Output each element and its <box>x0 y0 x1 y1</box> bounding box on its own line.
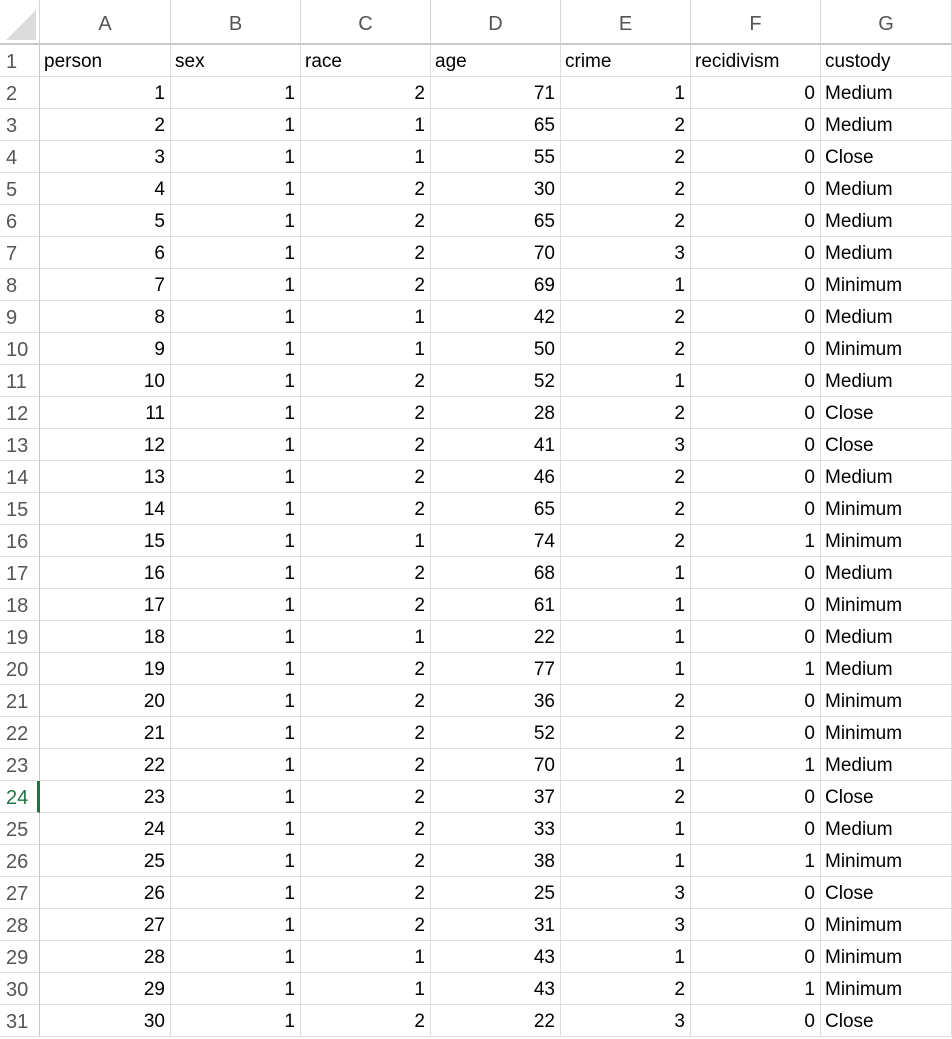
cell-e12[interactable]: 2 <box>561 397 691 429</box>
cell-a12[interactable]: 11 <box>40 397 171 429</box>
row-header-5[interactable]: 5 <box>0 173 40 205</box>
cell-g2[interactable]: Medium <box>821 77 952 109</box>
cell-a16[interactable]: 15 <box>40 525 171 557</box>
cell-a26[interactable]: 25 <box>40 845 171 877</box>
cell-d17[interactable]: 68 <box>431 557 561 589</box>
cell-g6[interactable]: Medium <box>821 205 952 237</box>
row-header-20[interactable]: 20 <box>0 653 40 685</box>
cell-e26[interactable]: 1 <box>561 845 691 877</box>
cell-g29[interactable]: Minimum <box>821 941 952 973</box>
cell-b18[interactable]: 1 <box>171 589 301 621</box>
cell-g26[interactable]: Minimum <box>821 845 952 877</box>
cell-b2[interactable]: 1 <box>171 77 301 109</box>
cell-b23[interactable]: 1 <box>171 749 301 781</box>
cell-e18[interactable]: 1 <box>561 589 691 621</box>
cell-c26[interactable]: 2 <box>301 845 431 877</box>
cell-a13[interactable]: 12 <box>40 429 171 461</box>
cell-c20[interactable]: 2 <box>301 653 431 685</box>
cell-d27[interactable]: 25 <box>431 877 561 909</box>
cell-e13[interactable]: 3 <box>561 429 691 461</box>
cell-g5[interactable]: Medium <box>821 173 952 205</box>
cell-f4[interactable]: 0 <box>691 141 821 173</box>
cell-e19[interactable]: 1 <box>561 621 691 653</box>
cell-d26[interactable]: 38 <box>431 845 561 877</box>
cell-c16[interactable]: 1 <box>301 525 431 557</box>
row-header-31[interactable]: 31 <box>0 1005 40 1037</box>
cell-b14[interactable]: 1 <box>171 461 301 493</box>
cell-e5[interactable]: 2 <box>561 173 691 205</box>
cell-d25[interactable]: 33 <box>431 813 561 845</box>
row-header-1[interactable]: 1 <box>0 45 40 77</box>
row-header-9[interactable]: 9 <box>0 301 40 333</box>
cell-f24[interactable]: 0 <box>691 781 821 813</box>
cell-b22[interactable]: 1 <box>171 717 301 749</box>
cell-g11[interactable]: Medium <box>821 365 952 397</box>
row-header-19[interactable]: 19 <box>0 621 40 653</box>
row-header-16[interactable]: 16 <box>0 525 40 557</box>
cell-e9[interactable]: 2 <box>561 301 691 333</box>
cell-g21[interactable]: Minimum <box>821 685 952 717</box>
cell-g27[interactable]: Close <box>821 877 952 909</box>
cell-d6[interactable]: 65 <box>431 205 561 237</box>
cell-a14[interactable]: 13 <box>40 461 171 493</box>
cell-d31[interactable]: 22 <box>431 1005 561 1037</box>
cell-d15[interactable]: 65 <box>431 493 561 525</box>
cell-b24[interactable]: 1 <box>171 781 301 813</box>
cell-f3[interactable]: 0 <box>691 109 821 141</box>
cell-e15[interactable]: 2 <box>561 493 691 525</box>
cell-g15[interactable]: Minimum <box>821 493 952 525</box>
cell-f6[interactable]: 0 <box>691 205 821 237</box>
cell-f9[interactable]: 0 <box>691 301 821 333</box>
cell-a18[interactable]: 17 <box>40 589 171 621</box>
cell-b5[interactable]: 1 <box>171 173 301 205</box>
row-header-23[interactable]: 23 <box>0 749 40 781</box>
cell-f1[interactable]: recidivism <box>691 45 821 77</box>
cell-g20[interactable]: Medium <box>821 653 952 685</box>
cell-e21[interactable]: 2 <box>561 685 691 717</box>
cell-f12[interactable]: 0 <box>691 397 821 429</box>
cell-c29[interactable]: 1 <box>301 941 431 973</box>
cell-d1[interactable]: age <box>431 45 561 77</box>
cell-a21[interactable]: 20 <box>40 685 171 717</box>
cell-d10[interactable]: 50 <box>431 333 561 365</box>
cell-b3[interactable]: 1 <box>171 109 301 141</box>
row-header-27[interactable]: 27 <box>0 877 40 909</box>
cell-d24[interactable]: 37 <box>431 781 561 813</box>
cell-e28[interactable]: 3 <box>561 909 691 941</box>
cell-b15[interactable]: 1 <box>171 493 301 525</box>
cell-b26[interactable]: 1 <box>171 845 301 877</box>
cell-f23[interactable]: 1 <box>691 749 821 781</box>
cell-b12[interactable]: 1 <box>171 397 301 429</box>
cell-g9[interactable]: Medium <box>821 301 952 333</box>
cell-c24[interactable]: 2 <box>301 781 431 813</box>
cell-f15[interactable]: 0 <box>691 493 821 525</box>
cell-c17[interactable]: 2 <box>301 557 431 589</box>
cell-c6[interactable]: 2 <box>301 205 431 237</box>
cell-b9[interactable]: 1 <box>171 301 301 333</box>
cell-g31[interactable]: Close <box>821 1005 952 1037</box>
cell-c4[interactable]: 1 <box>301 141 431 173</box>
cell-f13[interactable]: 0 <box>691 429 821 461</box>
row-header-29[interactable]: 29 <box>0 941 40 973</box>
cell-f16[interactable]: 1 <box>691 525 821 557</box>
cell-e24[interactable]: 2 <box>561 781 691 813</box>
cell-g28[interactable]: Minimum <box>821 909 952 941</box>
cell-g10[interactable]: Minimum <box>821 333 952 365</box>
row-header-10[interactable]: 10 <box>0 333 40 365</box>
cell-a15[interactable]: 14 <box>40 493 171 525</box>
cell-c13[interactable]: 2 <box>301 429 431 461</box>
cell-a1[interactable]: person <box>40 45 171 77</box>
cell-d22[interactable]: 52 <box>431 717 561 749</box>
row-header-7[interactable]: 7 <box>0 237 40 269</box>
cell-c18[interactable]: 2 <box>301 589 431 621</box>
cell-e8[interactable]: 1 <box>561 269 691 301</box>
cell-b30[interactable]: 1 <box>171 973 301 1005</box>
row-header-12[interactable]: 12 <box>0 397 40 429</box>
cell-b19[interactable]: 1 <box>171 621 301 653</box>
cell-c1[interactable]: race <box>301 45 431 77</box>
cell-a25[interactable]: 24 <box>40 813 171 845</box>
cell-a19[interactable]: 18 <box>40 621 171 653</box>
column-header-f[interactable]: F <box>691 0 821 45</box>
cell-b29[interactable]: 1 <box>171 941 301 973</box>
cell-a27[interactable]: 26 <box>40 877 171 909</box>
cell-d18[interactable]: 61 <box>431 589 561 621</box>
cell-f30[interactable]: 1 <box>691 973 821 1005</box>
cell-b13[interactable]: 1 <box>171 429 301 461</box>
cell-g22[interactable]: Minimum <box>821 717 952 749</box>
row-header-3[interactable]: 3 <box>0 109 40 141</box>
cell-f22[interactable]: 0 <box>691 717 821 749</box>
row-header-8[interactable]: 8 <box>0 269 40 301</box>
cell-c31[interactable]: 2 <box>301 1005 431 1037</box>
cell-f26[interactable]: 1 <box>691 845 821 877</box>
cell-f25[interactable]: 0 <box>691 813 821 845</box>
cell-f19[interactable]: 0 <box>691 621 821 653</box>
cell-e29[interactable]: 1 <box>561 941 691 973</box>
row-header-15[interactable]: 15 <box>0 493 40 525</box>
row-header-18[interactable]: 18 <box>0 589 40 621</box>
cell-f29[interactable]: 0 <box>691 941 821 973</box>
cell-c15[interactable]: 2 <box>301 493 431 525</box>
cell-b21[interactable]: 1 <box>171 685 301 717</box>
cell-d12[interactable]: 28 <box>431 397 561 429</box>
cell-e20[interactable]: 1 <box>561 653 691 685</box>
cell-d3[interactable]: 65 <box>431 109 561 141</box>
row-header-30[interactable]: 30 <box>0 973 40 1005</box>
cell-e16[interactable]: 2 <box>561 525 691 557</box>
cell-b27[interactable]: 1 <box>171 877 301 909</box>
cell-g18[interactable]: Minimum <box>821 589 952 621</box>
cell-f2[interactable]: 0 <box>691 77 821 109</box>
row-header-26[interactable]: 26 <box>0 845 40 877</box>
cell-d5[interactable]: 30 <box>431 173 561 205</box>
cell-c9[interactable]: 1 <box>301 301 431 333</box>
cell-c2[interactable]: 2 <box>301 77 431 109</box>
cell-a17[interactable]: 16 <box>40 557 171 589</box>
cell-g7[interactable]: Medium <box>821 237 952 269</box>
cell-d8[interactable]: 69 <box>431 269 561 301</box>
cell-d4[interactable]: 55 <box>431 141 561 173</box>
cell-g3[interactable]: Medium <box>821 109 952 141</box>
cell-c27[interactable]: 2 <box>301 877 431 909</box>
cell-g25[interactable]: Medium <box>821 813 952 845</box>
cell-g17[interactable]: Medium <box>821 557 952 589</box>
select-all-triangle-icon <box>6 10 36 40</box>
cell-f7[interactable]: 0 <box>691 237 821 269</box>
column-header-g[interactable]: G <box>821 0 952 45</box>
cell-d30[interactable]: 43 <box>431 973 561 1005</box>
cell-e3[interactable]: 2 <box>561 109 691 141</box>
cell-a11[interactable]: 10 <box>40 365 171 397</box>
cell-g23[interactable]: Medium <box>821 749 952 781</box>
cell-c7[interactable]: 2 <box>301 237 431 269</box>
cell-c3[interactable]: 1 <box>301 109 431 141</box>
cell-e23[interactable]: 1 <box>561 749 691 781</box>
row-header-25[interactable]: 25 <box>0 813 40 845</box>
cell-a3[interactable]: 2 <box>40 109 171 141</box>
cell-e1[interactable]: crime <box>561 45 691 77</box>
cell-d7[interactable]: 70 <box>431 237 561 269</box>
cell-e2[interactable]: 1 <box>561 77 691 109</box>
cell-c21[interactable]: 2 <box>301 685 431 717</box>
cell-b17[interactable]: 1 <box>171 557 301 589</box>
column-header-b[interactable]: B <box>171 0 301 45</box>
cell-f18[interactable]: 0 <box>691 589 821 621</box>
cell-g1[interactable]: custody <box>821 45 952 77</box>
column-header-c[interactable]: C <box>301 0 431 45</box>
cell-e14[interactable]: 2 <box>561 461 691 493</box>
cell-c10[interactable]: 1 <box>301 333 431 365</box>
cell-b28[interactable]: 1 <box>171 909 301 941</box>
cell-d19[interactable]: 22 <box>431 621 561 653</box>
cell-g16[interactable]: Minimum <box>821 525 952 557</box>
cell-g14[interactable]: Medium <box>821 461 952 493</box>
cell-f31[interactable]: 0 <box>691 1005 821 1037</box>
cell-b7[interactable]: 1 <box>171 237 301 269</box>
cell-d21[interactable]: 36 <box>431 685 561 717</box>
cell-f11[interactable]: 0 <box>691 365 821 397</box>
cell-a29[interactable]: 28 <box>40 941 171 973</box>
cell-b25[interactable]: 1 <box>171 813 301 845</box>
cell-b4[interactable]: 1 <box>171 141 301 173</box>
row-header-6[interactable]: 6 <box>0 205 40 237</box>
cell-f8[interactable]: 0 <box>691 269 821 301</box>
cell-e6[interactable]: 2 <box>561 205 691 237</box>
cell-b8[interactable]: 1 <box>171 269 301 301</box>
cell-e27[interactable]: 3 <box>561 877 691 909</box>
cell-a30[interactable]: 29 <box>40 973 171 1005</box>
cell-c28[interactable]: 2 <box>301 909 431 941</box>
row-header-17[interactable]: 17 <box>0 557 40 589</box>
cell-c23[interactable]: 2 <box>301 749 431 781</box>
cell-b11[interactable]: 1 <box>171 365 301 397</box>
cell-f17[interactable]: 0 <box>691 557 821 589</box>
cell-f20[interactable]: 1 <box>691 653 821 685</box>
row-header-11[interactable]: 11 <box>0 365 40 397</box>
row-header-2[interactable]: 2 <box>0 77 40 109</box>
row-header-13[interactable]: 13 <box>0 429 40 461</box>
cell-g13[interactable]: Close <box>821 429 952 461</box>
cell-d2[interactable]: 71 <box>431 77 561 109</box>
cell-e17[interactable]: 1 <box>561 557 691 589</box>
cell-f14[interactable]: 0 <box>691 461 821 493</box>
cell-a23[interactable]: 22 <box>40 749 171 781</box>
cell-c14[interactable]: 2 <box>301 461 431 493</box>
column-header-d[interactable]: D <box>431 0 561 45</box>
cell-g8[interactable]: Minimum <box>821 269 952 301</box>
row-header-21[interactable]: 21 <box>0 685 40 717</box>
cell-c19[interactable]: 1 <box>301 621 431 653</box>
column-header-a[interactable]: A <box>40 0 171 45</box>
row-header-28[interactable]: 28 <box>0 909 40 941</box>
cell-e22[interactable]: 2 <box>561 717 691 749</box>
cell-b10[interactable]: 1 <box>171 333 301 365</box>
cell-e11[interactable]: 1 <box>561 365 691 397</box>
cell-a2[interactable]: 1 <box>40 77 171 109</box>
cell-e25[interactable]: 1 <box>561 813 691 845</box>
cell-a31[interactable]: 30 <box>40 1005 171 1037</box>
cell-f27[interactable]: 0 <box>691 877 821 909</box>
row-header-24[interactable]: 24 <box>0 781 40 813</box>
cell-a22[interactable]: 21 <box>40 717 171 749</box>
cell-b1[interactable]: sex <box>171 45 301 77</box>
cell-c30[interactable]: 1 <box>301 973 431 1005</box>
cell-f10[interactable]: 0 <box>691 333 821 365</box>
cell-g4[interactable]: Close <box>821 141 952 173</box>
column-header-e[interactable]: E <box>561 0 691 45</box>
cell-d14[interactable]: 46 <box>431 461 561 493</box>
cell-c5[interactable]: 2 <box>301 173 431 205</box>
cell-b20[interactable]: 1 <box>171 653 301 685</box>
cell-b31[interactable]: 1 <box>171 1005 301 1037</box>
cell-a10[interactable]: 9 <box>40 333 171 365</box>
cell-e7[interactable]: 3 <box>561 237 691 269</box>
cell-d11[interactable]: 52 <box>431 365 561 397</box>
cell-c8[interactable]: 2 <box>301 269 431 301</box>
cell-a9[interactable]: 8 <box>40 301 171 333</box>
cell-a5[interactable]: 4 <box>40 173 171 205</box>
cell-a8[interactable]: 7 <box>40 269 171 301</box>
cell-a6[interactable]: 5 <box>40 205 171 237</box>
cell-e30[interactable]: 2 <box>561 973 691 1005</box>
cell-d23[interactable]: 70 <box>431 749 561 781</box>
cell-g30[interactable]: Minimum <box>821 973 952 1005</box>
row-header-22[interactable]: 22 <box>0 717 40 749</box>
cell-d20[interactable]: 77 <box>431 653 561 685</box>
cell-a24[interactable]: 23 <box>40 781 171 813</box>
cell-e31[interactable]: 3 <box>561 1005 691 1037</box>
cell-a20[interactable]: 19 <box>40 653 171 685</box>
cell-f28[interactable]: 0 <box>691 909 821 941</box>
cell-d16[interactable]: 74 <box>431 525 561 557</box>
select-all-corner[interactable] <box>0 0 40 45</box>
cell-b6[interactable]: 1 <box>171 205 301 237</box>
row-header-14[interactable]: 14 <box>0 461 40 493</box>
cell-g19[interactable]: Medium <box>821 621 952 653</box>
cell-c25[interactable]: 2 <box>301 813 431 845</box>
cell-c11[interactable]: 2 <box>301 365 431 397</box>
cell-f21[interactable]: 0 <box>691 685 821 717</box>
cell-d13[interactable]: 41 <box>431 429 561 461</box>
cell-d28[interactable]: 31 <box>431 909 561 941</box>
cell-a28[interactable]: 27 <box>40 909 171 941</box>
cell-d9[interactable]: 42 <box>431 301 561 333</box>
cell-d29[interactable]: 43 <box>431 941 561 973</box>
cell-a7[interactable]: 6 <box>40 237 171 269</box>
cell-g12[interactable]: Close <box>821 397 952 429</box>
row-header-4[interactable]: 4 <box>0 141 40 173</box>
cell-c22[interactable]: 2 <box>301 717 431 749</box>
cell-a4[interactable]: 3 <box>40 141 171 173</box>
cell-e10[interactable]: 2 <box>561 333 691 365</box>
cell-e4[interactable]: 2 <box>561 141 691 173</box>
cell-f5[interactable]: 0 <box>691 173 821 205</box>
cell-b16[interactable]: 1 <box>171 525 301 557</box>
cell-g24[interactable]: Close <box>821 781 952 813</box>
cell-c12[interactable]: 2 <box>301 397 431 429</box>
